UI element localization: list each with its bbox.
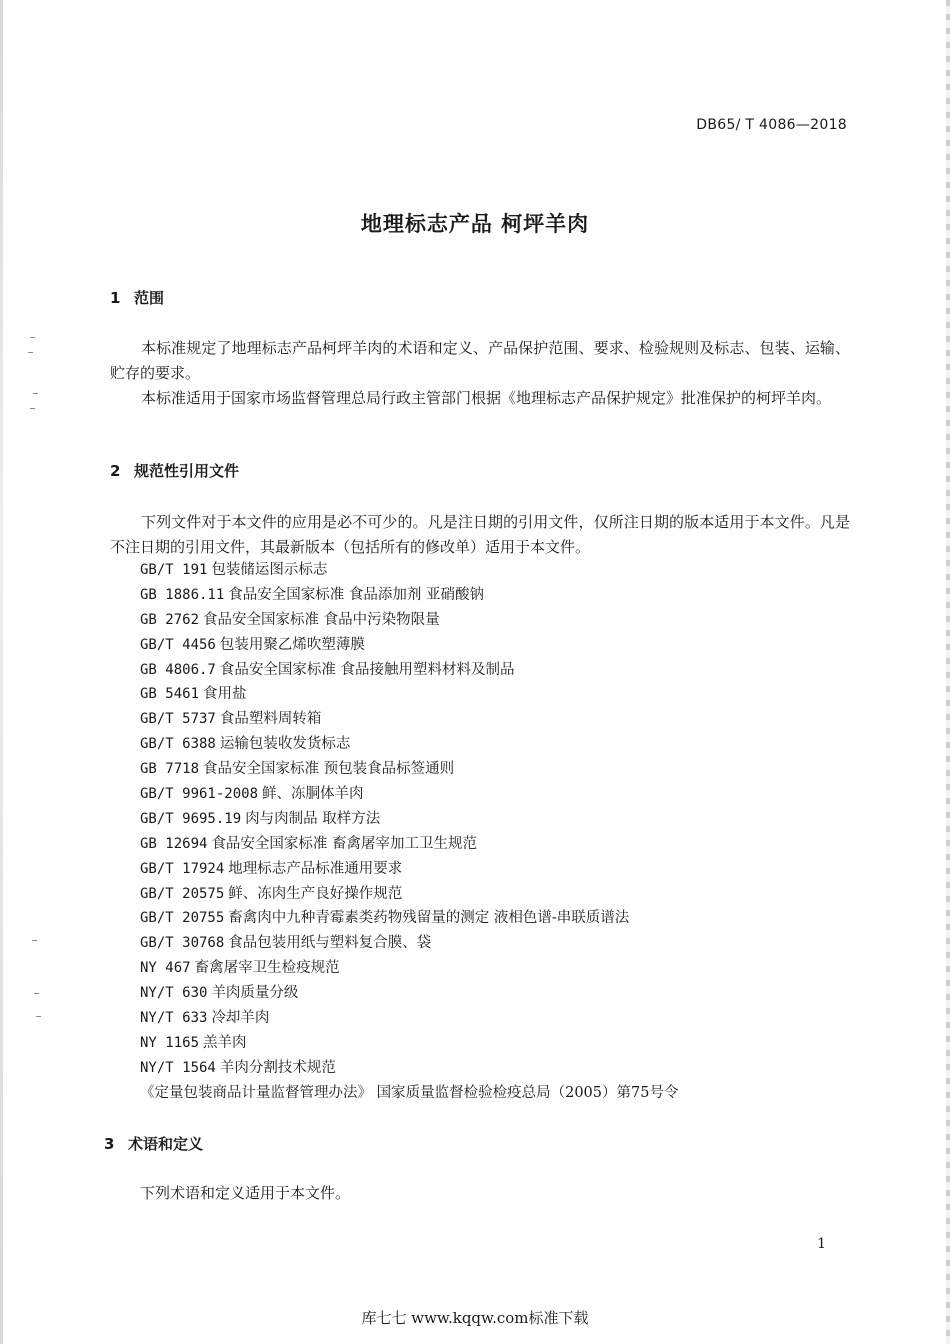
scan-speck bbox=[30, 408, 35, 409]
list-item bbox=[140, 1056, 678, 1081]
list-item bbox=[140, 558, 678, 583]
reference-title: 包装用聚乙烯吹塑薄膜 bbox=[219, 636, 365, 653]
reference-code: GB/T 30768 bbox=[140, 935, 225, 952]
reference-code: GB/T 20575 bbox=[140, 885, 225, 902]
reference-code: GB/T 17924 bbox=[140, 860, 225, 877]
list-item bbox=[140, 633, 678, 658]
list-item bbox=[140, 807, 678, 832]
section-heading-scope bbox=[110, 287, 164, 308]
list-item bbox=[140, 757, 678, 782]
reference-code: GB 2762 bbox=[140, 611, 200, 628]
reference-code: NY/T 633 bbox=[140, 1010, 208, 1027]
section-title: 规范性引用文件 bbox=[134, 462, 240, 480]
standard-code: DB65/ T 4086—2018 bbox=[696, 117, 847, 133]
list-item bbox=[140, 782, 678, 807]
reference-code: GB/T 191 bbox=[140, 562, 208, 578]
reference-title: 冷却羊肉 bbox=[211, 1010, 270, 1027]
reference-title: 食品安全国家标准 食品接触用塑料材料及制品 bbox=[219, 661, 515, 678]
reference-code: GB/T 9961-2008 bbox=[140, 786, 259, 803]
reference-title: 食品塑料周转箱 bbox=[219, 711, 322, 728]
reference-title: 肉与肉制品 取样方法 bbox=[245, 810, 381, 827]
reference-code: NY/T 630 bbox=[140, 985, 208, 1002]
reference-code: GB 1886.11 bbox=[140, 586, 225, 603]
reference-code: GB 4806.7 bbox=[140, 661, 216, 678]
section-number: 2 bbox=[110, 462, 121, 480]
list-item bbox=[140, 981, 678, 1006]
list-item bbox=[140, 882, 678, 907]
reference-title: 运输包装收发货标志 bbox=[219, 736, 351, 753]
list-item bbox=[140, 608, 678, 633]
reference-title: 包装储运图示标志 bbox=[211, 562, 328, 578]
section-title: 范围 bbox=[134, 289, 165, 307]
list-item bbox=[140, 931, 678, 956]
scope-paragraph-1: 本标准规定了地理标志产品柯坪羊肉的术语和定义、产品保护范围、要求、检验规则及标志、包装、运输、贮存的要求。 bbox=[110, 339, 850, 382]
section-heading-references bbox=[110, 460, 239, 481]
reference-title: 羊肉质量分级 bbox=[211, 985, 299, 1002]
reference-code: GB/T 6388 bbox=[140, 736, 216, 753]
reference-title: 食用盐 bbox=[203, 686, 247, 703]
list-item bbox=[140, 1081, 678, 1106]
reference-title: 《定量包装商品计量监督管理办法》 国家质量监督检验检疫总局（2005）第75号令 bbox=[140, 1084, 679, 1101]
scan-edge-left bbox=[0, 0, 3, 1344]
scan-speck bbox=[33, 393, 38, 394]
reference-title: 鲜、冻胴体羊肉 bbox=[262, 786, 364, 803]
scope-paragraph-2: 本标准适用于国家市场监督管理总局行政主管部门根据《地理标志产品保护规定》批准保护的柯坪羊肉。 bbox=[141, 389, 832, 407]
reference-code: GB 5461 bbox=[140, 686, 200, 703]
scan-speck bbox=[32, 940, 37, 941]
page-number: 1 bbox=[817, 1236, 826, 1252]
reference-title: 食品安全国家标准 预包装食品标签通则 bbox=[203, 761, 455, 778]
reference-title: 羊肉分割技术规范 bbox=[219, 1059, 336, 1076]
list-item bbox=[140, 658, 678, 683]
section-title: 术语和定义 bbox=[128, 1135, 204, 1153]
reference-list bbox=[140, 558, 678, 1106]
list-item bbox=[140, 832, 678, 857]
list-item bbox=[140, 1031, 678, 1056]
scan-speck bbox=[30, 337, 35, 338]
reference-title: 食品包装用纸与塑料复合膜、袋 bbox=[228, 935, 432, 952]
list-item bbox=[140, 956, 678, 981]
reference-title: 畜禽肉中九种青霉素类药物残留量的测定 液相色谱-串联质谱法 bbox=[228, 910, 630, 927]
reference-code: NY 1165 bbox=[140, 1034, 200, 1051]
reference-title: 食品安全国家标准 畜禽屠宰加工卫生规范 bbox=[211, 835, 478, 852]
reference-title: 鲜、冻肉生产良好操作规范 bbox=[228, 885, 403, 902]
reference-code: GB/T 4456 bbox=[140, 636, 216, 653]
reference-title: 羔羊肉 bbox=[203, 1034, 247, 1051]
footer-watermark: 库七七 www.kqqw.com标准下载 bbox=[361, 1309, 589, 1327]
reference-code: NY/T 1564 bbox=[140, 1059, 216, 1076]
section-number: 1 bbox=[110, 289, 121, 307]
list-item bbox=[140, 906, 678, 931]
section-heading-terms bbox=[104, 1133, 203, 1154]
references-intro: 下列文件对于本文件的应用是必不可少的。凡是注日期的引用文件，仅所注日期的版本适用于本文件。凡是不注日期的引用文件，其最新版本（包括所有的修改单）适用于本文件。 bbox=[110, 513, 850, 556]
reference-title: 地理标志产品标准通用要求 bbox=[228, 860, 403, 877]
reference-title: 食品安全国家标准 食品添加剂 亚硝酸钠 bbox=[228, 586, 485, 603]
section-number: 3 bbox=[104, 1135, 115, 1153]
reference-code: GB/T 20755 bbox=[140, 910, 225, 927]
terms-intro: 下列术语和定义适用于本文件。 bbox=[140, 1184, 351, 1202]
list-item bbox=[140, 682, 678, 707]
reference-code: GB/T 5737 bbox=[140, 711, 216, 728]
reference-code: GB 7718 bbox=[140, 761, 200, 778]
list-item bbox=[140, 1006, 678, 1031]
list-item bbox=[140, 857, 678, 882]
scan-speck bbox=[36, 1016, 41, 1017]
document-title: 地理标志产品 柯坪羊肉 bbox=[360, 212, 590, 236]
list-item bbox=[140, 732, 678, 757]
reference-code: GB/T 9695.19 bbox=[140, 810, 242, 827]
list-item bbox=[140, 707, 678, 732]
reference-title: 食品安全国家标准 食品中污染物限量 bbox=[203, 611, 440, 628]
scan-speck bbox=[34, 993, 39, 994]
list-item bbox=[140, 583, 678, 608]
scan-edge-right bbox=[946, 0, 950, 1344]
reference-title: 畜禽屠宰卫生检疫规范 bbox=[194, 960, 340, 977]
scan-speck bbox=[28, 352, 33, 353]
reference-code: GB 12694 bbox=[140, 835, 208, 852]
reference-code: NY 467 bbox=[140, 960, 191, 977]
